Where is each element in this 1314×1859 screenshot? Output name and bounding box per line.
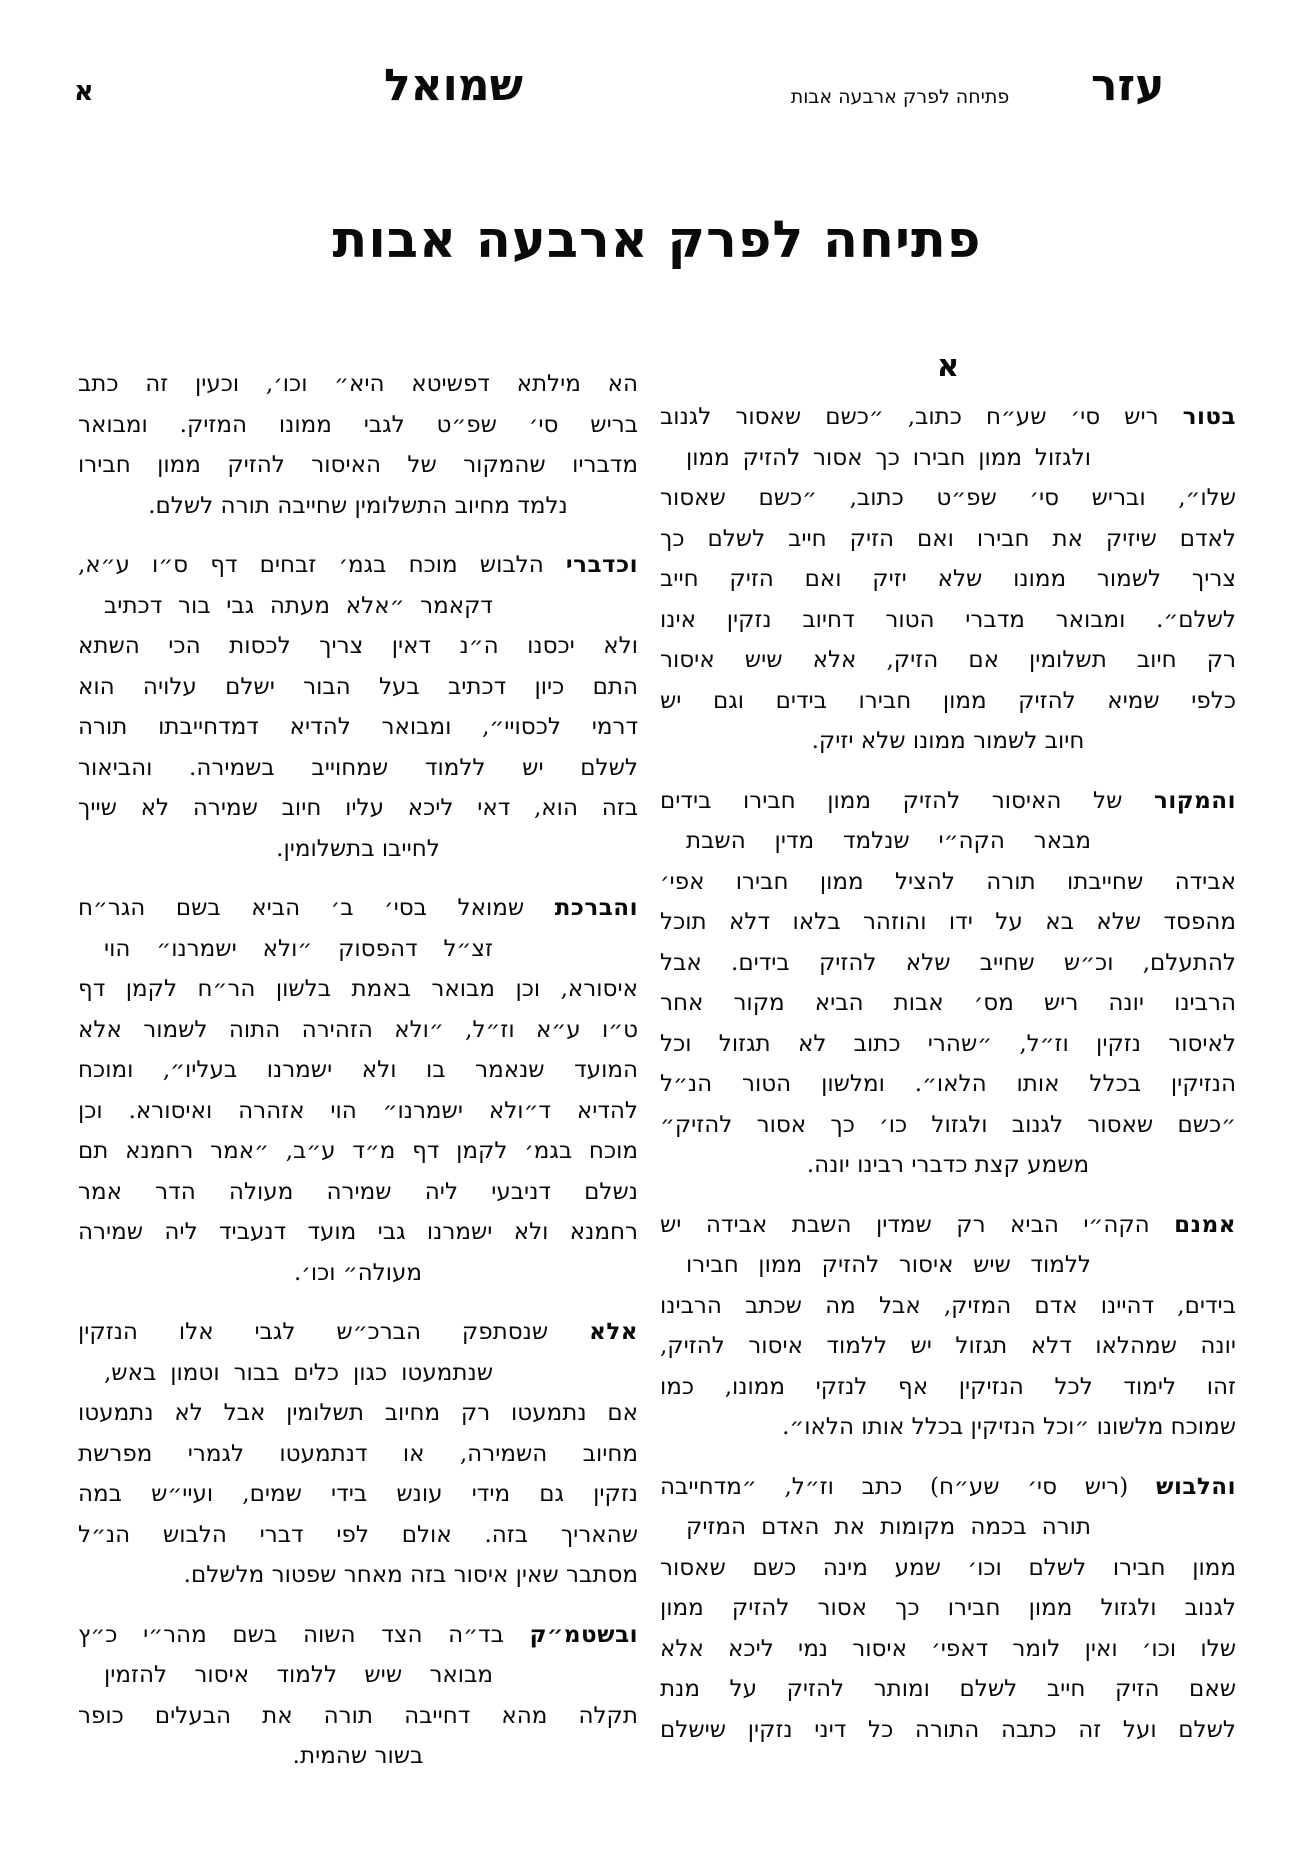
paragraph-lead-word: והברכת xyxy=(554,894,638,921)
paragraph xyxy=(78,545,638,869)
text-line: ללמוד שיש איסור להזיק ממון חבירו xyxy=(686,1252,1091,1279)
text-line: וכדברי הלבוש מוכח בגמ׳ זבחים דף ס״ו ע״א, xyxy=(78,551,638,578)
volume-title-right: עזר xyxy=(1091,60,1165,111)
text-line: והמקור של האיסור להזיק ממון חבירו בידים xyxy=(660,786,1236,814)
text-line: ט״ו ע״א וז״ל, ״ולא הזהירה התוה לשמור אלא xyxy=(78,1016,638,1043)
text-line: בטור ריש סי׳ שע״ח כתוב, ״כשם שאסור לגנוב xyxy=(660,403,1236,431)
paragraph xyxy=(660,1467,1236,1751)
text-line: הא מילתא דפשיטא היא״ וכו׳, וכעין זה כתב xyxy=(78,371,638,397)
text-line: לחייבו בתשלומין. xyxy=(276,835,440,862)
paragraph xyxy=(78,888,638,1293)
text-line: בזה הוא, דאי ליכא עליו חיוב שמירה לא שייך xyxy=(78,795,638,821)
text-line: מוכח בגמ׳ לקמן דף מ״ד ע״ב, ״אמר רחמנא תם xyxy=(78,1138,638,1164)
paragraph-lead-word: אמנם xyxy=(1174,1210,1236,1238)
text-line: רק חיוב תשלומין אם הזיק, אלא שיש איסור xyxy=(660,647,1236,674)
chapter-title: פתיחה לפרק ארבעה אבות xyxy=(332,210,982,270)
text-line: הנזיקין בכלל אותו הלאו״. ומלשון הטור הנ״ל xyxy=(660,1071,1236,1098)
paragraph xyxy=(660,397,1236,762)
paragraph xyxy=(660,1205,1236,1448)
text-line: כלפי שמיא להזיק ממון חבירו בידים וגם יש xyxy=(660,687,1236,714)
text-line: צריך לשמור ממונו שלא יזיק ואם הזיק חייב xyxy=(660,566,1236,593)
text-line: והברכת שמואל בסי׳ ב׳ הביא בשם הגר״ח xyxy=(78,894,638,921)
paragraph-lead-word: ובשטמ״ק xyxy=(529,1620,638,1648)
text-line: מסתבר שאין איסור בזה מאחר שפטור מלשלם. xyxy=(183,1562,638,1588)
running-header: פתיחה לפרק ארבעה אבות xyxy=(790,86,1010,108)
text-line: הרבינו יונה ריש מס׳ אבות הביא מקור אחר xyxy=(660,990,1236,1017)
left-column xyxy=(78,364,638,1777)
text-line: תורה בכמה מקומות את האדם המזיק xyxy=(686,1514,1091,1541)
section-letter: א xyxy=(936,348,960,384)
text-line: מדבריו שהמקור של האיסור להזיק ממון חבירו xyxy=(78,452,638,478)
text-line: מחיוב השמירה, או דנתמעטו לגמרי מפרשת xyxy=(78,1440,638,1467)
text-line: תקלה מהא דחייבה תורה את הבעלים כופר xyxy=(78,1702,638,1729)
text-line: ובשטמ״ק בד״ה הצד השוה בשם מהר״י כ״ץ xyxy=(78,1620,638,1648)
text-line: לגנוב ולגזול ממון חבירו כך אסור להזיק ממון xyxy=(660,1595,1236,1622)
text-line: לשלם״. ומבואר מדברי הטור דחיוב נזקין אינו xyxy=(660,606,1236,633)
text-line: אבידה שחייבתו תורה להציל ממון חבירו אפי׳ xyxy=(660,868,1236,895)
text-line: מבואר שיש ללמוד איסור להזמין xyxy=(104,1662,493,1688)
text-line: אם נתמעטו רק מחיוב תשלומין אבל לא נתמעטו xyxy=(78,1400,638,1426)
paragraph xyxy=(78,1312,638,1596)
paragraph-lead-word: אלא xyxy=(589,1318,638,1345)
text-line: שמוכח מלשונו ״וכל הנזיקין בכלל אותו הלאו״. xyxy=(782,1414,1236,1441)
text-line: להדיא ד״ולא ישמרנו״ הוי אזהרה ואיסורא. וכן xyxy=(78,1097,638,1124)
paragraph xyxy=(78,1615,638,1777)
text-line: נזקין גם מידי עונש בידי שמים, ועיי״ש במה xyxy=(78,1481,638,1507)
text-line: מהפסד שלא בא על ידו והוזהר בלאו דלא תוכל xyxy=(660,909,1236,936)
volume-title-left: שמואל xyxy=(384,60,523,111)
text-line: שלו״, ובריש סי׳ שפ״ט כתוב, ״כשם שאסור xyxy=(660,485,1236,512)
text-line: רחמנא ולא ישמרנו גבי מועד דנעביד ליה שמירה xyxy=(78,1219,638,1245)
text-line: בריש סי׳ שפ״ט לגבי ממונו המזיק. ומבואר xyxy=(78,411,638,438)
text-line: שנתמעטו כגון כלים בבור וטמון באש, xyxy=(104,1359,493,1386)
text-line: מעולה״ וכו׳. xyxy=(293,1259,423,1286)
text-line: ולגזול ממון חבירו כך אסור להזיק ממון xyxy=(686,444,1091,471)
text-line: נשלם דניבעי ליה שמירה מעולה הדר אמר xyxy=(78,1178,638,1205)
text-line: המועד שנאמר בו ולא ישמרנו בעליו״, ומוכח xyxy=(78,1057,638,1083)
text-line: דקאמר ״אלא מעתה גבי בור דכתיב xyxy=(104,592,493,619)
paragraph-lead-word: וכדברי xyxy=(565,551,638,578)
text-line: לשלם ועל זה כתבה התורה כל דיני נזקין שישלם xyxy=(660,1716,1236,1743)
text-line: זהו לימוד לכל הנזיקין אף לנזקי ממונו, כמו xyxy=(660,1373,1236,1400)
page-number-letter: א xyxy=(74,76,94,107)
text-line: לאדם שיזיק את חבירו ואם הזיק חייב לשלם כך xyxy=(660,525,1236,552)
text-line: יונה שמהלאו דלא תגזול יש ללמוד איסור להזיק, xyxy=(660,1333,1236,1360)
text-line: אמנם הקה״י הביא רק שמדין השבת אבידה יש xyxy=(660,1210,1236,1238)
text-columns xyxy=(78,348,1236,1777)
text-line: לשלם יש ללמוד שמחוייב בשמירה. והביאור xyxy=(78,754,638,781)
text-line: ״כשם שאסור לגנוב ולגזול כו׳ כך אסור להזיק״ xyxy=(660,1111,1236,1138)
text-line: ממון חבירו לשלם וכו׳ שמע מינה כשם שאסור xyxy=(660,1554,1236,1581)
text-line: איסורא, וכן מבואר באמת בלשון הר״ח לקמן דף xyxy=(78,976,638,1002)
text-line: שלו וכו׳ ואין לומר דאפי׳ איסור נמי ליכא אלא xyxy=(660,1635,1236,1662)
text-line: והלבוש (ריש סי׳ שע״ח) כתב וז״ל, ״מדחייבה xyxy=(660,1472,1236,1500)
right-column xyxy=(660,348,1236,1750)
text-line: משמע קצת כדברי רבינו יונה. xyxy=(806,1152,1090,1179)
paragraph xyxy=(660,781,1236,1186)
text-line: לאיסור נזקין וז״ל, ״שהרי כתוב לא תגזול וכל xyxy=(660,1030,1236,1057)
text-line: נלמד מחיוב התשלומין שחייבה תורה לשלם. xyxy=(148,492,568,519)
text-line: חיוב לשמור ממונו שלא יזיק. xyxy=(811,728,1085,755)
text-line: אלא שנסתפק הברכ״ש לגבי אלו הנזקין xyxy=(78,1318,638,1345)
text-line: ולא יכסנו ה״נ דאין צריך לכסות הכי השתא xyxy=(78,633,638,659)
paragraph-lead-word: והמקור xyxy=(1153,786,1236,814)
text-line: מבאר הקה״י שנלמד מדין השבת xyxy=(686,828,1091,855)
paragraph xyxy=(78,364,638,526)
paragraph-lead-word: בטור xyxy=(1182,403,1236,431)
text-line: בידים, דהיינו אדם המזיק, אבל מה שכתב הרבינו xyxy=(660,1292,1236,1319)
text-line: שאם הזיק חייב לשלם ומותר להזיק על מנת xyxy=(660,1676,1236,1703)
text-line: בשור שהמית. xyxy=(292,1743,424,1769)
text-line: שהאריך בזה. אולם לפי דברי הלבוש הנ״ל xyxy=(78,1521,638,1548)
text-line: דרמי לכסויי״, ומבואר להדיא דמדחייבתו תורה xyxy=(78,714,638,740)
text-line: זצ״ל דהפסוק ״ולא ישמרנו״ הוי xyxy=(104,935,493,962)
text-line: להתעלם, וכ״ש שחייב שלא להזיק בידים. אבל xyxy=(660,949,1236,976)
text-line: התם כיון דכתיב בעל הבור ישלם עלויה הוא xyxy=(78,673,638,700)
paragraph-lead-word: והלבוש xyxy=(1156,1472,1236,1500)
